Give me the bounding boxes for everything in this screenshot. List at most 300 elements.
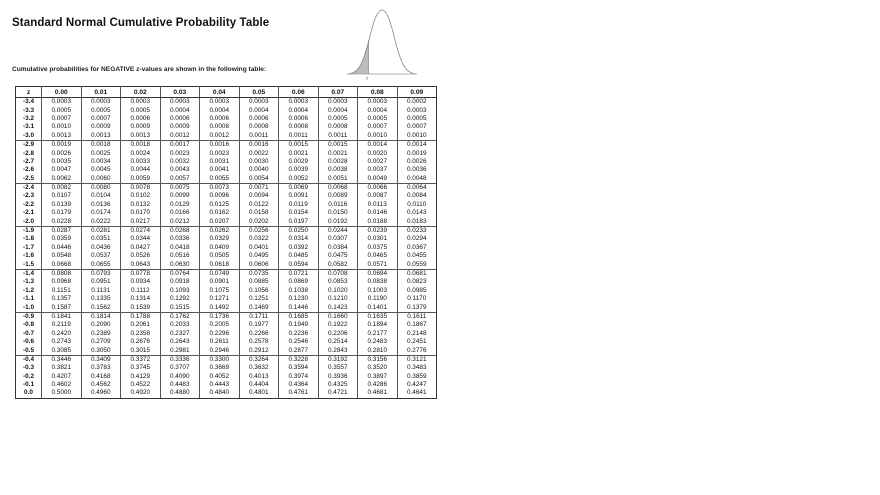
- z-value-cell: -0.1: [16, 381, 42, 389]
- probability-cell: 0.0262: [200, 226, 240, 235]
- probability-cell: 0.0078: [121, 183, 161, 192]
- probability-cell: 0.2266: [239, 330, 279, 338]
- table-row: [16, 244, 437, 252]
- probability-cell: 0.0096: [200, 192, 240, 200]
- probability-cell: 0.0015: [318, 140, 358, 149]
- probability-cell: 0.0005: [81, 106, 121, 114]
- probability-cell: 0.0003: [121, 98, 161, 107]
- table-row: [16, 389, 437, 398]
- probability-cell: 0.0006: [200, 115, 240, 123]
- table-row: [16, 295, 437, 303]
- probability-cell: 0.0080: [81, 183, 121, 192]
- probability-cell: 0.2643: [160, 338, 200, 346]
- probability-cell: 0.3015: [121, 346, 161, 355]
- probability-cell: 0.0446: [42, 244, 82, 252]
- probability-cell: 0.0009: [121, 123, 161, 131]
- probability-cell: 0.0008: [279, 123, 319, 131]
- table-row: [16, 287, 437, 295]
- probability-cell: 0.3300: [200, 355, 240, 364]
- z-value-cell: -0.8: [16, 321, 42, 329]
- probability-cell: 0.0009: [81, 123, 121, 131]
- probability-cell: 0.0823: [397, 278, 437, 286]
- z-value-cell: -0.6: [16, 338, 42, 346]
- probability-cell: 0.4483: [160, 381, 200, 389]
- column-header: 0.01: [81, 87, 121, 98]
- probability-cell: 0.0778: [121, 269, 161, 278]
- probability-cell: 0.4840: [200, 389, 240, 398]
- probability-cell: 0.1170: [397, 295, 437, 303]
- probability-cell: 0.1151: [42, 287, 82, 295]
- probability-cell: 0.1379: [397, 303, 437, 312]
- z-value-cell: -2.0: [16, 217, 42, 226]
- probability-cell: 0.0010: [358, 132, 398, 141]
- probability-cell: 0.0918: [160, 278, 200, 286]
- probability-cell: 0.1841: [42, 312, 82, 321]
- shaded-area: [350, 40, 369, 74]
- page-title: Standard Normal Cumulative Probability Table: [12, 17, 270, 29]
- probability-cell: 0.4761: [279, 389, 319, 398]
- probability-cell: 0.3372: [121, 355, 161, 364]
- table-row: [16, 175, 437, 184]
- table-row: [16, 226, 437, 235]
- probability-cell: 0.0023: [200, 149, 240, 157]
- probability-cell: 0.0132: [121, 201, 161, 209]
- probability-cell: 0.0003: [81, 98, 121, 107]
- probability-cell: 0.0139: [42, 201, 82, 209]
- probability-cell: 0.0019: [397, 149, 437, 157]
- column-header: 0.02: [121, 87, 161, 98]
- probability-cell: 0.0808: [42, 269, 82, 278]
- probability-cell: 0.0036: [397, 166, 437, 174]
- probability-cell: 0.0008: [200, 123, 240, 131]
- probability-cell: 0.0336: [160, 235, 200, 243]
- probability-cell: 0.0681: [397, 269, 437, 278]
- table-row: [16, 106, 437, 114]
- probability-cell: 0.4364: [279, 381, 319, 389]
- probability-cell: 0.0526: [121, 252, 161, 260]
- probability-cell: 0.0027: [358, 158, 398, 166]
- probability-cell: 0.0228: [42, 217, 82, 226]
- probability-cell: 0.4286: [358, 381, 398, 389]
- probability-cell: 0.0409: [200, 244, 240, 252]
- z-value-cell: -2.3: [16, 192, 42, 200]
- probability-cell: 0.0475: [318, 252, 358, 260]
- probability-cell: 0.0197: [279, 217, 319, 226]
- probability-cell: 0.0869: [279, 278, 319, 286]
- probability-cell: 0.0006: [239, 115, 279, 123]
- probability-cell: 0.0066: [358, 183, 398, 192]
- probability-cell: 0.0359: [42, 235, 82, 243]
- z-value-cell: -3.1: [16, 123, 42, 131]
- column-header: 0.05: [239, 87, 279, 98]
- probability-cell: 0.0110: [397, 201, 437, 209]
- probability-cell: 0.0116: [318, 201, 358, 209]
- probability-cell: 0.0119: [279, 201, 319, 209]
- probability-cell: 0.0314: [279, 235, 319, 243]
- column-header: 0.00: [42, 87, 82, 98]
- probability-cell: 0.0367: [397, 244, 437, 252]
- probability-cell: 0.1814: [81, 312, 121, 321]
- probability-cell: 0.1446: [279, 303, 319, 312]
- probability-cell: 0.3897: [358, 373, 398, 381]
- probability-cell: 0.0022: [239, 149, 279, 157]
- z-value-cell: -3.2: [16, 115, 42, 123]
- probability-cell: 0.0003: [160, 98, 200, 107]
- probability-cell: 0.0026: [42, 149, 82, 157]
- probability-cell: 0.0495: [239, 252, 279, 260]
- probability-cell: 0.1788: [121, 312, 161, 321]
- table-row: [16, 260, 437, 269]
- probability-cell: 0.0024: [121, 149, 161, 157]
- probability-cell: 0.0455: [397, 252, 437, 260]
- probability-cell: 0.3974: [279, 373, 319, 381]
- probability-cell: 0.0040: [239, 166, 279, 174]
- probability-cell: 0.3446: [42, 355, 82, 364]
- probability-cell: 0.0091: [279, 192, 319, 200]
- probability-cell: 0.0073: [200, 183, 240, 192]
- probability-cell: 0.0004: [358, 106, 398, 114]
- probability-cell: 0.0146: [358, 209, 398, 217]
- probability-cell: 0.3632: [239, 364, 279, 372]
- probability-cell: 0.0268: [160, 226, 200, 235]
- probability-cell: 0.2327: [160, 330, 200, 338]
- probability-cell: 0.0985: [397, 287, 437, 295]
- probability-cell: 0.0174: [81, 209, 121, 217]
- probability-cell: 0.0436: [81, 244, 121, 252]
- z-value-cell: -0.3: [16, 364, 42, 372]
- z-label: z: [366, 75, 369, 80]
- probability-cell: 0.2946: [200, 346, 240, 355]
- z-value-cell: -2.7: [16, 158, 42, 166]
- probability-cell: 0.4721: [318, 389, 358, 398]
- probability-cell: 0.0038: [318, 166, 358, 174]
- probability-cell: 0.0749: [200, 269, 240, 278]
- table-row: [16, 115, 437, 123]
- column-header-z: z: [16, 87, 42, 98]
- probability-cell: 0.3669: [200, 364, 240, 372]
- z-value-cell: -2.8: [16, 149, 42, 157]
- probability-cell: 0.1492: [200, 303, 240, 312]
- probability-cell: 0.0089: [318, 192, 358, 200]
- probability-cell: 0.2676: [121, 338, 161, 346]
- probability-cell: 0.1711: [239, 312, 279, 321]
- probability-cell: 0.0007: [358, 123, 398, 131]
- z-value-cell: -1.9: [16, 226, 42, 235]
- probability-cell: 0.0017: [160, 140, 200, 149]
- probability-cell: 0.1423: [318, 303, 358, 312]
- probability-cell: 0.3192: [318, 355, 358, 364]
- probability-cell: 0.0003: [279, 98, 319, 107]
- probability-cell: 0.0010: [397, 132, 437, 141]
- probability-cell: 0.0222: [81, 217, 121, 226]
- probability-cell: 0.0606: [239, 260, 279, 269]
- probability-cell: 0.0853: [318, 278, 358, 286]
- probability-cell: 0.2981: [160, 346, 200, 355]
- probability-cell: 0.0007: [81, 115, 121, 123]
- table-row: [16, 269, 437, 278]
- probability-cell: 0.0005: [42, 106, 82, 114]
- header-row: [16, 87, 437, 98]
- probability-cell: 0.0023: [160, 149, 200, 157]
- probability-cell: 0.0045: [81, 166, 121, 174]
- probability-cell: 0.1562: [81, 303, 121, 312]
- probability-cell: 0.2877: [279, 346, 319, 355]
- probability-cell: 0.0351: [81, 235, 121, 243]
- probability-cell: 0.1660: [318, 312, 358, 321]
- probability-cell: 0.0010: [42, 123, 82, 131]
- probability-cell: 0.1894: [358, 321, 398, 329]
- probability-cell: 0.0244: [318, 226, 358, 235]
- probability-cell: 0.3264: [239, 355, 279, 364]
- probability-cell: 0.0020: [358, 149, 398, 157]
- probability-cell: 0.3859: [397, 373, 437, 381]
- probability-cell: 0.0019: [42, 140, 82, 149]
- z-value-cell: -0.4: [16, 355, 42, 364]
- probability-cell: 0.0035: [42, 158, 82, 166]
- probability-cell: 0.3050: [81, 346, 121, 355]
- probability-cell: 0.0630: [160, 260, 200, 269]
- z-value-cell: -0.5: [16, 346, 42, 355]
- probability-cell: 0.0618: [200, 260, 240, 269]
- probability-cell: 0.0384: [318, 244, 358, 252]
- probability-cell: 0.0044: [121, 166, 161, 174]
- probability-cell: 0.0028: [318, 158, 358, 166]
- table-row: [16, 364, 437, 372]
- z-value-cell: -1.6: [16, 252, 42, 260]
- probability-cell: 0.1685: [279, 312, 319, 321]
- probability-cell: 0.2709: [81, 338, 121, 346]
- probability-cell: 0.2358: [121, 330, 161, 338]
- probability-cell: 0.1020: [318, 287, 358, 295]
- probability-cell: 0.1977: [239, 321, 279, 329]
- probability-cell: 0.4325: [318, 381, 358, 389]
- probability-cell: 0.4129: [121, 373, 161, 381]
- table-row: [16, 330, 437, 338]
- probability-cell: 0.0136: [81, 201, 121, 209]
- probability-cell: 0.1539: [121, 303, 161, 312]
- probability-cell: 0.2912: [239, 346, 279, 355]
- probability-cell: 0.4443: [200, 381, 240, 389]
- probability-cell: 0.0004: [239, 106, 279, 114]
- table-row: [16, 149, 437, 157]
- probability-cell: 0.0059: [121, 175, 161, 184]
- probability-cell: 0.3336: [160, 355, 200, 364]
- probability-cell: 0.0559: [397, 260, 437, 269]
- probability-cell: 0.0054: [239, 175, 279, 184]
- probability-cell: 0.3936: [318, 373, 358, 381]
- probability-cell: 0.0838: [358, 278, 398, 286]
- probability-cell: 0.0129: [160, 201, 200, 209]
- table-row: [16, 312, 437, 321]
- z-value-cell: 0.0: [16, 389, 42, 398]
- probability-cell: 0.1762: [160, 312, 200, 321]
- z-value-cell: -2.9: [16, 140, 42, 149]
- probability-cell: 0.4801: [239, 389, 279, 398]
- probability-cell: 0.0013: [121, 132, 161, 141]
- probability-cell: 0.3557: [318, 364, 358, 372]
- normal-curve: [348, 10, 416, 74]
- probability-cell: 0.3409: [81, 355, 121, 364]
- z-value-cell: -2.4: [16, 183, 42, 192]
- probability-cell: 0.4052: [200, 373, 240, 381]
- probability-cell: 0.0003: [318, 98, 358, 107]
- table-row: [16, 321, 437, 329]
- probability-cell: 0.2033: [160, 321, 200, 329]
- probability-cell: 0.0004: [279, 106, 319, 114]
- probability-cell: 0.2514: [318, 338, 358, 346]
- probability-cell: 0.2611: [200, 338, 240, 346]
- probability-cell: 0.0039: [279, 166, 319, 174]
- probability-cell: 0.0582: [318, 260, 358, 269]
- probability-cell: 0.1251: [239, 295, 279, 303]
- probability-cell: 0.1401: [358, 303, 398, 312]
- probability-cell: 0.0049: [358, 175, 398, 184]
- probability-cell: 0.0043: [160, 166, 200, 174]
- table-row: [16, 381, 437, 389]
- z-value-cell: -2.2: [16, 201, 42, 209]
- probability-cell: 0.0007: [42, 115, 82, 123]
- z-value-cell: -1.1: [16, 295, 42, 303]
- probability-cell: 0.4090: [160, 373, 200, 381]
- probability-cell: 0.0055: [200, 175, 240, 184]
- probability-cell: 0.0392: [279, 244, 319, 252]
- probability-cell: 0.0062: [42, 175, 82, 184]
- probability-cell: 0.1190: [358, 295, 398, 303]
- probability-cell: 0.3228: [279, 355, 319, 364]
- probability-cell: 0.0217: [121, 217, 161, 226]
- probability-cell: 0.2236: [279, 330, 319, 338]
- table-row: [16, 235, 437, 243]
- z-value-cell: -1.3: [16, 278, 42, 286]
- probability-cell: 0.3821: [42, 364, 82, 372]
- table-description: Cumulative probabilities for NEGATIVE z-values are shown in the following table:: [12, 66, 267, 73]
- probability-cell: 0.0011: [279, 132, 319, 141]
- probability-cell: 0.4522: [121, 381, 161, 389]
- table-row: [16, 217, 437, 226]
- column-header: 0.08: [358, 87, 398, 98]
- probability-cell: 0.2090: [81, 321, 121, 329]
- probability-cell: 0.0025: [81, 149, 121, 157]
- probability-cell: 0.0344: [121, 235, 161, 243]
- probability-cell: 0.0060: [81, 175, 121, 184]
- z-value-cell: -1.8: [16, 235, 42, 243]
- probability-cell: 0.0008: [239, 123, 279, 131]
- probability-cell: 0.4681: [358, 389, 398, 398]
- probability-cell: 0.0505: [200, 252, 240, 260]
- table-row: [16, 303, 437, 312]
- probability-cell: 0.1922: [318, 321, 358, 329]
- table-row: [16, 252, 437, 260]
- probability-cell: 0.0307: [318, 235, 358, 243]
- table-row: [16, 278, 437, 286]
- probability-cell: 0.0006: [279, 115, 319, 123]
- probability-cell: 0.0033: [121, 158, 161, 166]
- z-value-cell: -3.3: [16, 106, 42, 114]
- probability-cell: 0.0012: [160, 132, 200, 141]
- probability-cell: 0.3156: [358, 355, 398, 364]
- probability-cell: 0.0150: [318, 209, 358, 217]
- z-table: [15, 86, 437, 399]
- probability-cell: 0.1038: [279, 287, 319, 295]
- probability-cell: 0.0548: [42, 252, 82, 260]
- probability-cell: 0.3707: [160, 364, 200, 372]
- probability-cell: 0.0018: [81, 140, 121, 149]
- probability-cell: 0.0003: [42, 98, 82, 107]
- probability-cell: 0.0643: [121, 260, 161, 269]
- probability-cell: 0.0207: [200, 217, 240, 226]
- probability-cell: 0.0003: [397, 106, 437, 114]
- probability-cell: 0.0516: [160, 252, 200, 260]
- z-value-cell: -1.7: [16, 244, 42, 252]
- probability-cell: 0.0034: [81, 158, 121, 166]
- probability-cell: 0.0329: [200, 235, 240, 243]
- probability-cell: 0.1867: [397, 321, 437, 329]
- probability-cell: 0.2420: [42, 330, 82, 338]
- probability-cell: 0.4013: [239, 373, 279, 381]
- probability-cell: 0.0006: [121, 115, 161, 123]
- probability-cell: 0.0047: [42, 166, 82, 174]
- column-header: 0.06: [279, 87, 319, 98]
- probability-cell: 0.0256: [239, 226, 279, 235]
- probability-cell: 0.1611: [397, 312, 437, 321]
- probability-cell: 0.0009: [160, 123, 200, 131]
- probability-cell: 0.0057: [160, 175, 200, 184]
- probability-cell: 0.0030: [239, 158, 279, 166]
- probability-cell: 0.4960: [81, 389, 121, 398]
- table-row: [16, 201, 437, 209]
- probability-cell: 0.0068: [318, 183, 358, 192]
- probability-cell: 0.4562: [81, 381, 121, 389]
- table-row: [16, 192, 437, 200]
- probability-cell: 0.4641: [397, 389, 437, 398]
- probability-cell: 0.0694: [358, 269, 398, 278]
- probability-cell: 0.0071: [239, 183, 279, 192]
- probability-cell: 0.0011: [318, 132, 358, 141]
- probability-cell: 0.4168: [81, 373, 121, 381]
- probability-cell: 0.0013: [81, 132, 121, 141]
- probability-cell: 0.0212: [160, 217, 200, 226]
- table-row: [16, 346, 437, 355]
- probability-cell: 0.4207: [42, 373, 82, 381]
- probability-cell: 0.0239: [358, 226, 398, 235]
- probability-cell: 0.0162: [200, 209, 240, 217]
- probability-cell: 0.0026: [397, 158, 437, 166]
- probability-cell: 0.0274: [121, 226, 161, 235]
- probability-cell: 0.0004: [160, 106, 200, 114]
- probability-cell: 0.1949: [279, 321, 319, 329]
- probability-cell: 0.3085: [42, 346, 82, 355]
- probability-cell: 0.0048: [397, 175, 437, 184]
- probability-cell: 0.0668: [42, 260, 82, 269]
- probability-cell: 0.0014: [358, 140, 398, 149]
- probability-cell: 0.0571: [358, 260, 398, 269]
- z-value-cell: -0.7: [16, 330, 42, 338]
- probability-cell: 0.1314: [121, 295, 161, 303]
- probability-cell: 0.0007: [397, 123, 437, 131]
- probability-cell: 0.2206: [318, 330, 358, 338]
- probability-cell: 0.0082: [42, 183, 82, 192]
- probability-cell: 0.0951: [81, 278, 121, 286]
- table-row: [16, 183, 437, 192]
- probability-cell: 0.0094: [239, 192, 279, 200]
- probability-cell: 0.0005: [318, 115, 358, 123]
- probability-cell: 0.0002: [397, 98, 437, 107]
- probability-cell: 0.2389: [81, 330, 121, 338]
- probability-cell: 0.0021: [318, 149, 358, 157]
- z-value-cell: -1.5: [16, 260, 42, 269]
- probability-cell: 0.0202: [239, 217, 279, 226]
- column-header: 0.09: [397, 87, 437, 98]
